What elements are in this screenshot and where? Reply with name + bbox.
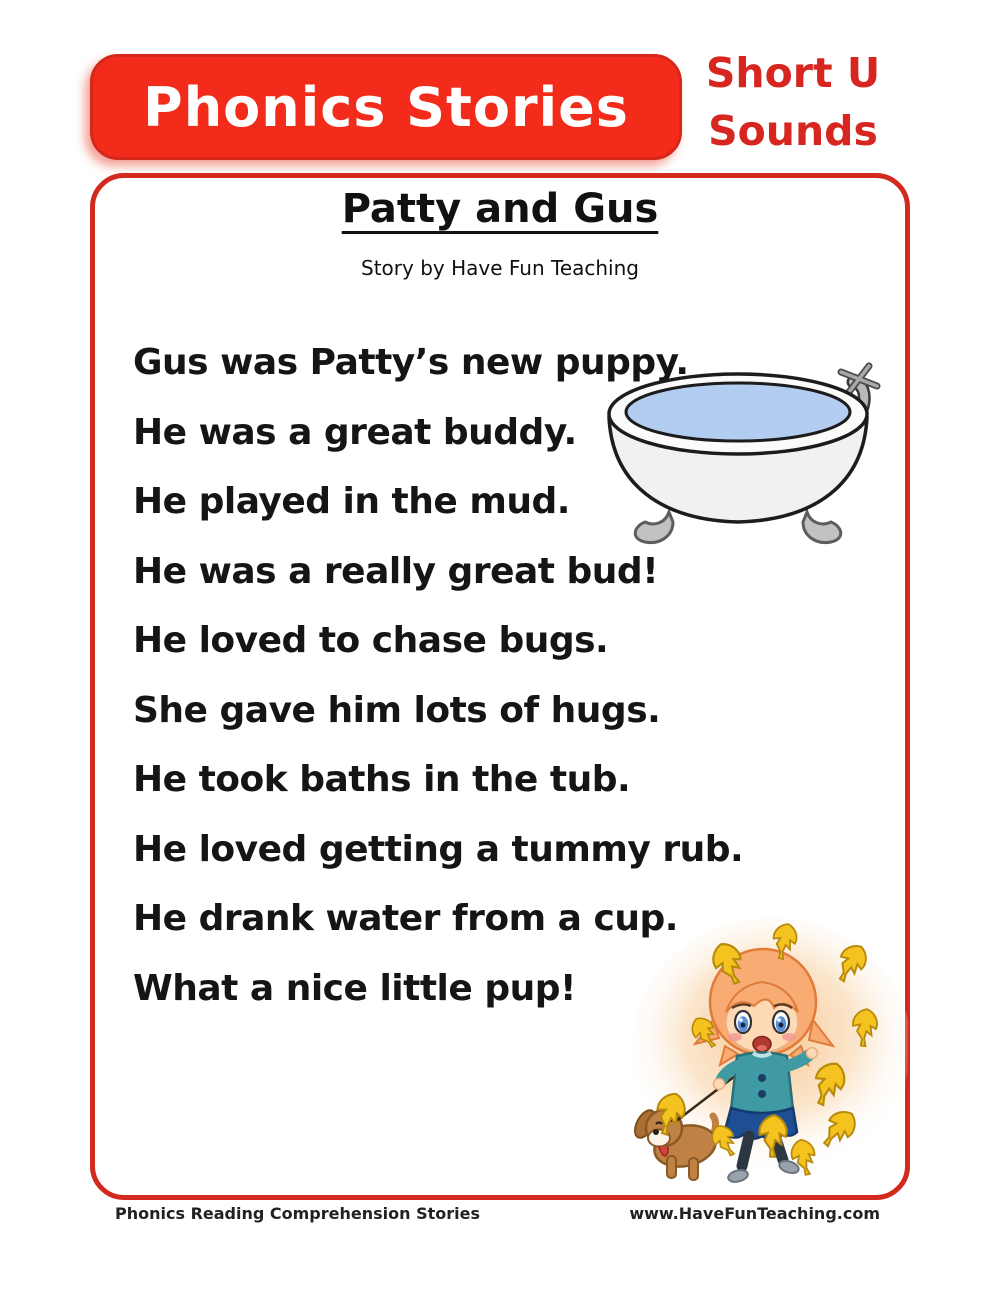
footer-series-label: Phonics Reading Comprehension Stories	[115, 1204, 480, 1223]
bathtub-illustration	[603, 362, 888, 547]
tub-water	[626, 383, 850, 441]
story-line: He took baths in the tub.	[133, 759, 631, 800]
story-byline: Story by Have Fun Teaching	[361, 256, 639, 280]
story-line: He was a great buddy.	[133, 411, 577, 453]
sound-label-line1: Short U	[705, 49, 881, 97]
story-line: Gus was Patty’s new puppy.	[133, 342, 689, 383]
tub-foot-left	[635, 512, 673, 543]
story-title: Patty and Gus	[341, 186, 659, 232]
banner-title: Phonics Stories	[143, 75, 629, 139]
story-line: He was a really great bud!	[133, 550, 659, 592]
sound-type-label	[682, 44, 904, 160]
phonics-stories-banner	[90, 54, 682, 160]
tub-foot-right	[803, 512, 841, 543]
footer-website: www.HaveFunTeaching.com	[629, 1204, 880, 1223]
story-line: He played in the mud.	[133, 481, 570, 522]
story-line: What a nice little pup!	[133, 967, 576, 1009]
story-card	[90, 173, 910, 1200]
story-line: He drank water from a cup.	[133, 898, 678, 939]
story-line: He loved to chase bugs.	[133, 620, 609, 661]
story-line: He loved getting a tummy rub.	[133, 828, 744, 870]
story-line: She gave him lots of hugs.	[133, 689, 661, 731]
sound-label-line2: Sounds	[708, 107, 878, 156]
girl-walking-dog-illustration	[623, 918, 908, 1190]
